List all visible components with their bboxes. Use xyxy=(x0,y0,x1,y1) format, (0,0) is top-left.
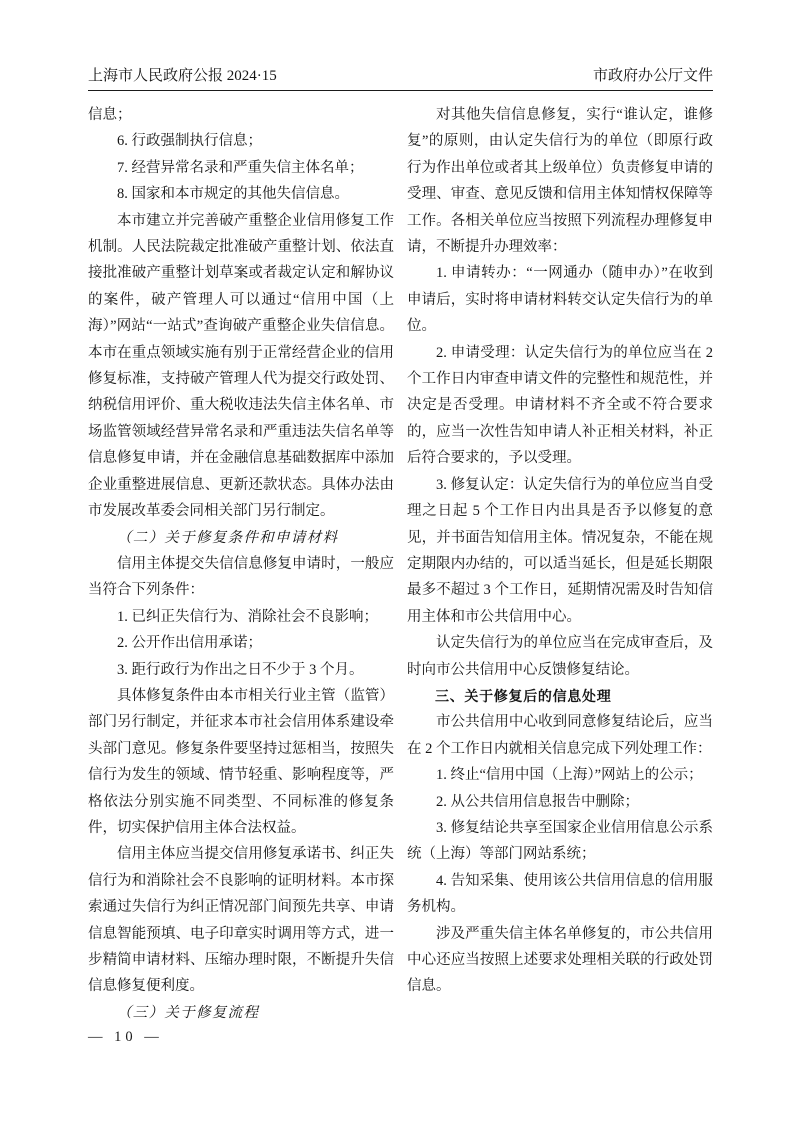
right-column xyxy=(407,102,713,1026)
document-type-label: 市政府办公厅文件 xyxy=(592,68,713,84)
list-item: 3. 距行政行为作出之日不少于 3 个月。 xyxy=(117,661,364,678)
list-item: 6. 行政强制执行信息； xyxy=(117,133,262,150)
paragraph: 对其他失信信息修复，实行“谁认定，谁修复”的原则，由认定失信行为的单位（即原行政行为作出单位或者其上级单位）负责修复申请的受理、审查、意见反馈和信用主体知情权保障等工作。各相关单位应当按照下列流程办理修复申请，不断提升办理效率： xyxy=(407,107,713,256)
list-item: 2. 申请受理：认定失信行为的单位应当在 2 个工作日内审查申请文件的完整性和规范性，并决定是否受理。申请材料不齐全或不符合要求的，应当一次性告知申请人补正相关材料，补正后符合要求的，予以受理。 xyxy=(407,344,713,467)
list-item: 1. 申请转办：“一网通办（随申办）”在收到申请后，实时将申请材料转交认定失信行为的单位。 xyxy=(407,265,713,335)
paragraph: 市公共信用中心收到同意修复结论后，应当在 2 个工作日内就相关信息完成下列处理工作： xyxy=(407,714,713,757)
paragraph: 涉及严重失信主体名单修复的，市公共信用中心还应当按照上述要求处理相关联的行政处罚信息。 xyxy=(407,925,713,995)
section-heading: 三、关于修复后的信息处理 xyxy=(435,687,612,704)
list-item: 4. 告知采集、使用该公共信用信息的信用服务机构。 xyxy=(407,872,713,916)
list-item: 3. 修复认定：认定失信行为的单位应当自受理之日起 5 个工作日内出具是否予以修复的意见，并书面告知信用主体。情况复杂，不能在规定期限内办结的，可以适当延长，但是延长期限最多不超过 3 个工作日，延期情况需及时告知信用主体和市公共信用中心。 xyxy=(407,476,713,625)
page-header xyxy=(88,66,713,86)
gazette-title: 上海市人民政府公报 2024·15 xyxy=(88,68,277,84)
list-item: 2. 公开作出信用承诺； xyxy=(117,635,262,652)
list-item: 1. 终止“信用中国（上海）”网站上的公示； xyxy=(436,767,703,784)
list-item: 3. 修复结论共享至国家企业信用信息公示系统（上海）等部门网站系统； xyxy=(407,819,713,863)
section-subheading: （三）关于修复流程 xyxy=(117,1004,260,1021)
left-column xyxy=(88,102,394,1026)
paragraph: 认定失信行为的单位应当在完成审查后，及时向市公共信用中心反馈修复结论。 xyxy=(407,635,713,678)
paragraph: 信用主体应当提交信用修复承诺书、纠正失信行为和消除社会不良影响的证明材料。本市探索通过失信行为纠正情况部门间预先共享、申请信息智能预填、电子印章实时调用等方式，进一步精简申请材料、压缩办理时限，不断提升失信信息修复便利度。 xyxy=(88,846,394,995)
paragraph: 信用主体提交失信信息修复申请时，一般应当符合下列条件： xyxy=(88,555,394,599)
list-item: 7. 经营异常名录和严重失信主体名单； xyxy=(117,159,364,176)
paragraph: 具体修复条件由本市相关行业主管（监管）部门另行制定，并征求本市社会信用体系建设牵头部门意见。修复条件要坚持过惩相当，按照失信行为发生的领域、情节轻重、影响程度等，严格依法分别实施不同类型、不同标准的修复条件，切实保护信用主体合法权益。 xyxy=(88,687,394,836)
section-subheading: （二）关于修复条件和申请材料 xyxy=(117,529,339,546)
header-rule xyxy=(88,90,713,91)
list-item: 1. 已纠正失信行为、消除社会不良影响； xyxy=(117,608,378,625)
document-body xyxy=(88,102,713,1026)
list-item: 2. 从公共信用信息报告中删除； xyxy=(436,793,639,810)
list-item: 8. 国家和本市规定的其他失信信息。 xyxy=(117,186,349,203)
page-number: — 10 — xyxy=(88,1029,163,1045)
paragraph: 本市建立并完善破产重整企业信用修复工作机制。人民法院裁定批准破产重整计划、依法直接批准破产重整计划草案或者裁定认定和解协议的案件，破产管理人可以通过“信用中国（上海）”网站“一站式”查询破产重整企业失信信息。本市在重点领域实施有别于正常经营企业的信用修复标准，支持破产管理人代为提交行政处罚、纳税信用评价、重大税收违法失信主体名单、市场监管领域经营异常名录和严重违法失信名单等信息修复申请，并在金融信息基础数据库中添加企业重整进展信息、更新还款状态。具体办法由市发展改革委会同相关部门另行制定。 xyxy=(88,212,394,520)
paragraph-continuation: 信息； xyxy=(88,107,132,123)
